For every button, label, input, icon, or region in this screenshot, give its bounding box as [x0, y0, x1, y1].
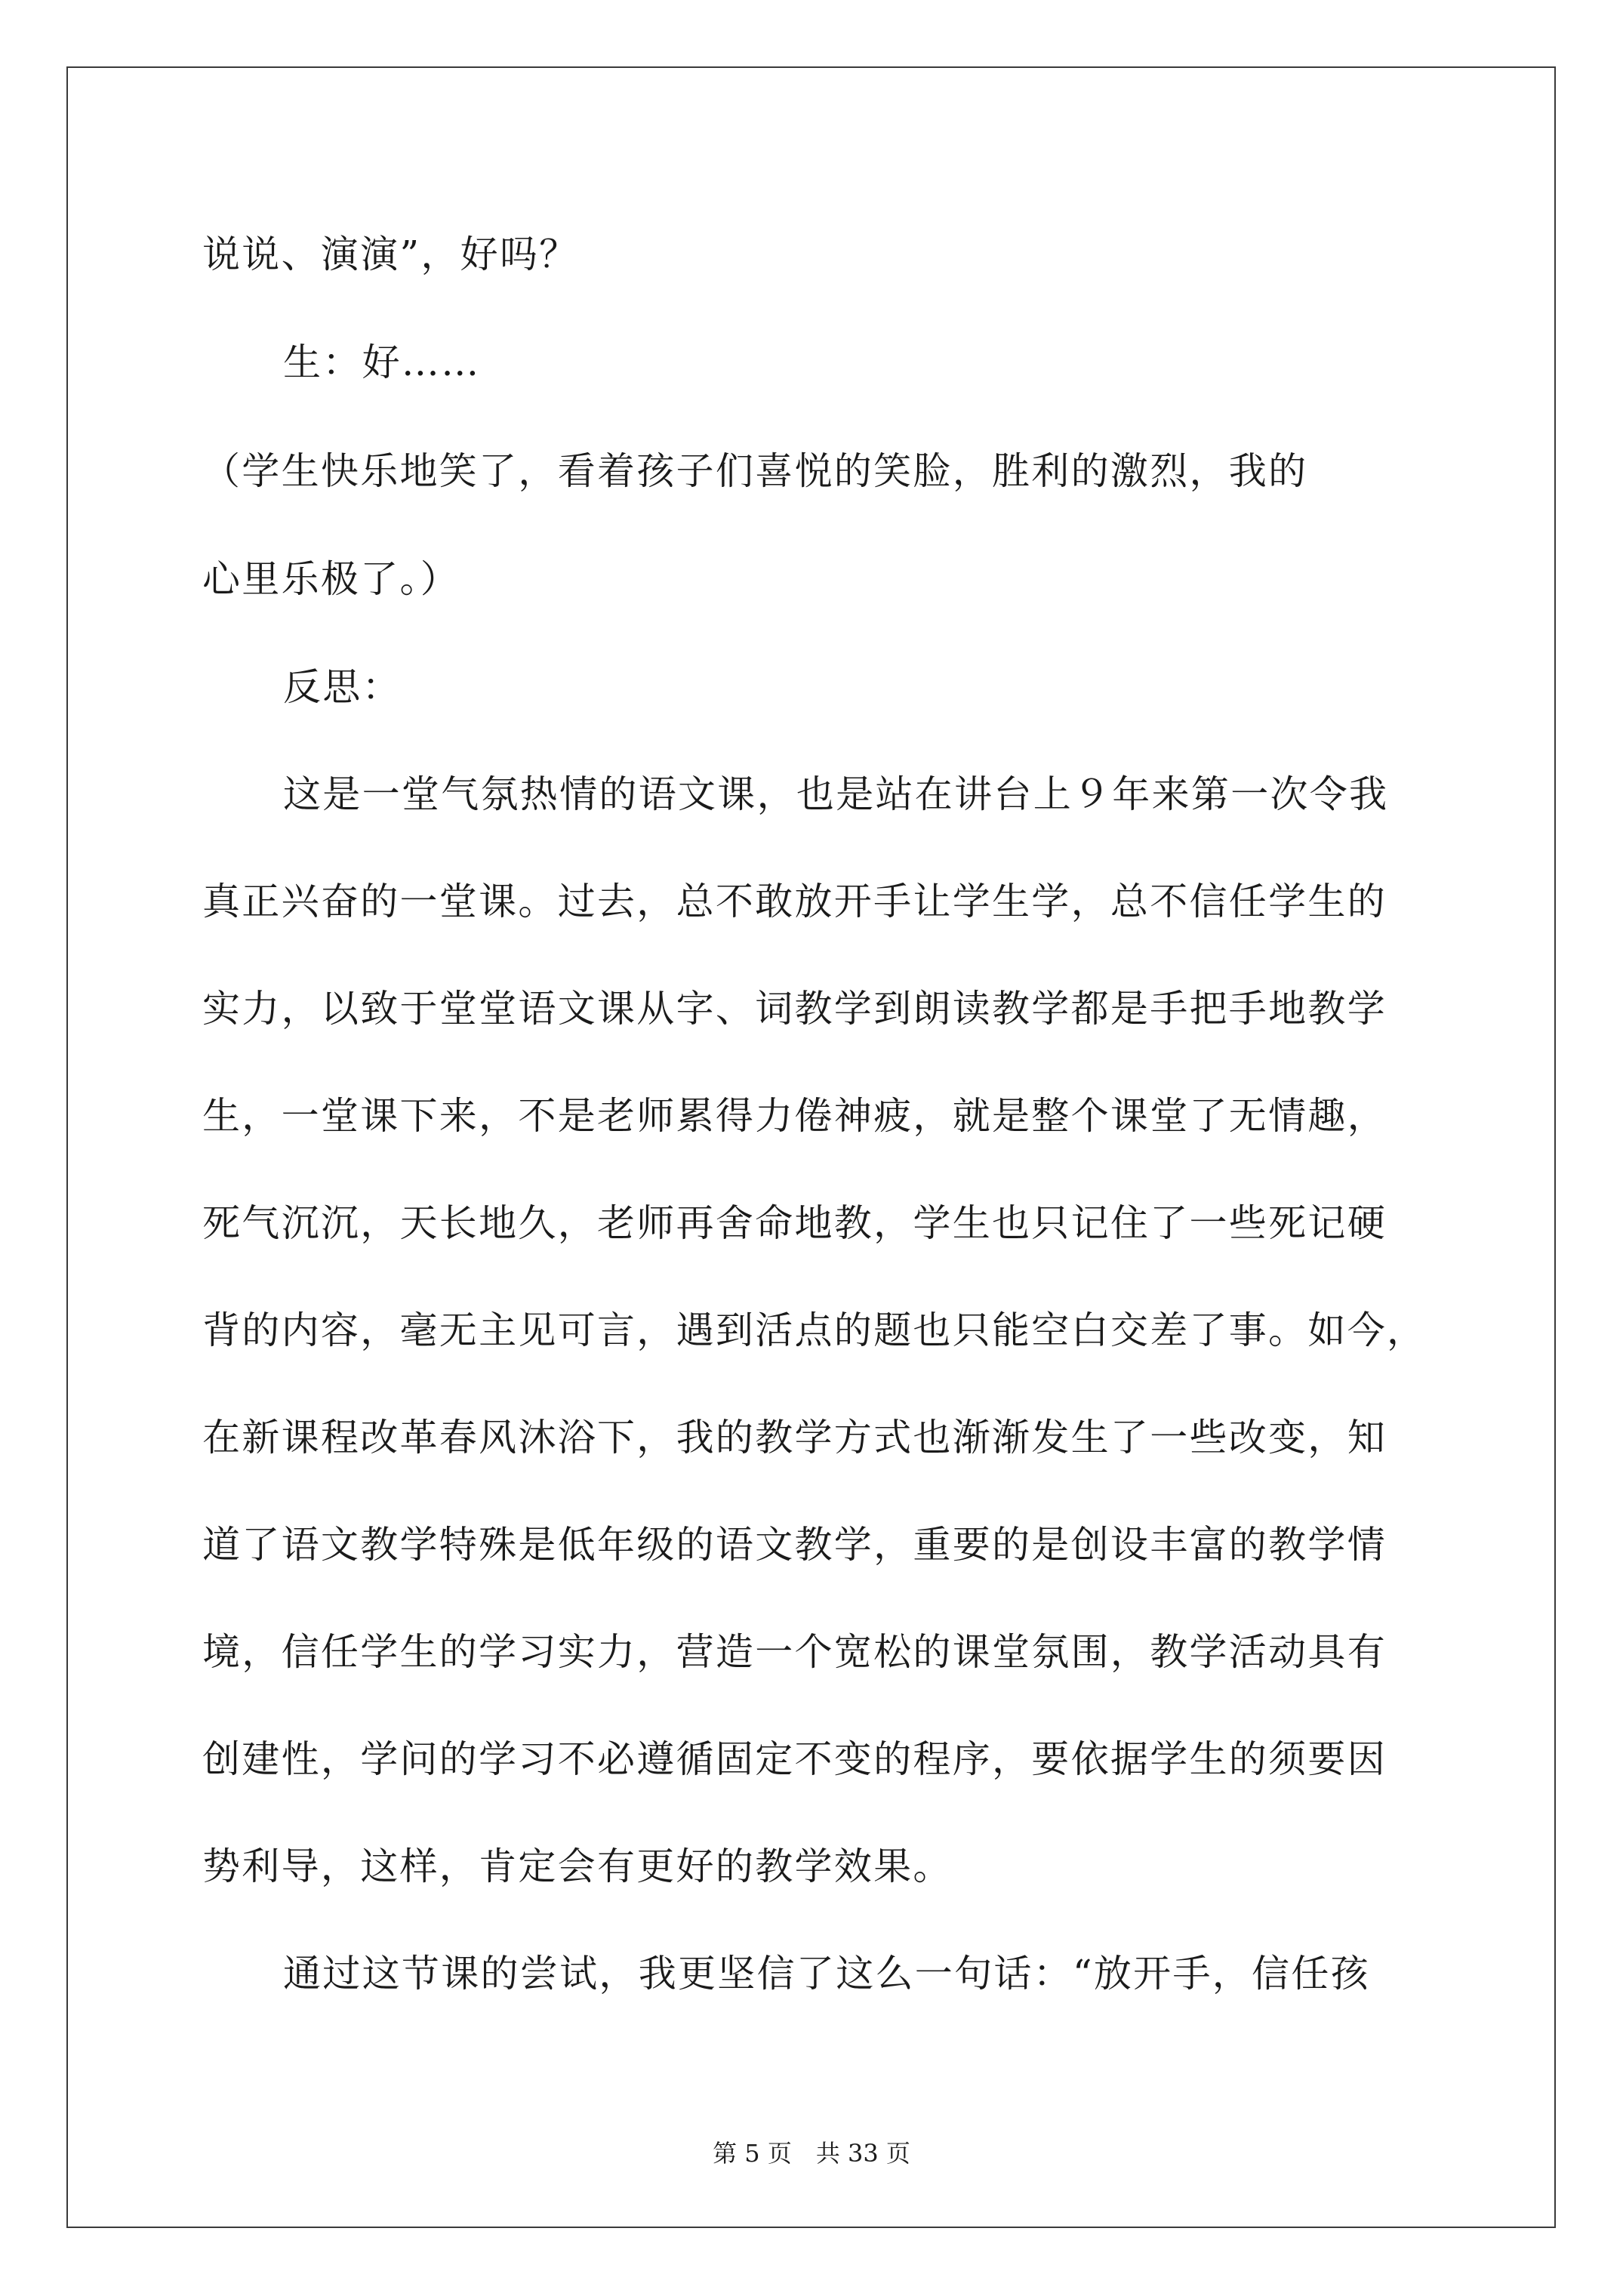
text-line: 反思： — [283, 665, 402, 709]
text-line: 说说、演演”，好吗？ — [202, 233, 579, 276]
text-line: 境，信任学生的学习实力，营造一个宽松的课堂氛围，教学活动具有 — [202, 1630, 1387, 1674]
text-line: 真正兴奋的一堂课。过去，总不敢放开手让学生学，总不信任学生的 — [202, 880, 1387, 923]
page-number: 第 5 页 共 33 页 — [713, 2139, 910, 2168]
text-line: 死气沉沉，天长地久，老师再舍命地教，学生也只记住了一些死记硬 — [202, 1201, 1387, 1245]
text-line: 在新课程改革春风沐浴下，我的教学方式也渐渐发生了一些改变，知 — [202, 1416, 1387, 1459]
text-line: 这是一堂气氛热情的语文课，也是站在讲台上９年来第一次令我 — [283, 772, 1389, 816]
text-line: 道了语文教学特殊是低年级的语文教学，重要的是创设丰富的教学情 — [202, 1523, 1387, 1567]
text-line: 势利导，这样，肯定会有更好的教学效果。 — [202, 1845, 953, 1888]
text-line: 生：好…… — [283, 341, 481, 384]
text-line: （学生快乐地笑了，看着孩子们喜悦的笑脸，胜利的激烈，我的 — [202, 449, 1308, 493]
text-line: 生，一堂课下来，不是老师累得力倦神疲，就是整个课堂了无情趣， — [202, 1094, 1387, 1138]
text-line: 创建性，学问的学习不必遵循固定不变的程序，要依据学生的须要因 — [202, 1737, 1387, 1781]
text-line: 实力，以致于堂堂语文课从字、词教学到朗读教学都是手把手地教学 — [202, 987, 1387, 1031]
text-line: 心里乐极了。） — [202, 557, 460, 601]
page-border — [66, 66, 1556, 2228]
text-line: 背的内容，毫无主见可言，遇到活点的题也只能空白交差了事。如今， — [202, 1308, 1427, 1352]
text-line: 通过这节课的尝试，我更坚信了这么一句话：“放开手，信任孩 — [283, 1952, 1370, 1996]
